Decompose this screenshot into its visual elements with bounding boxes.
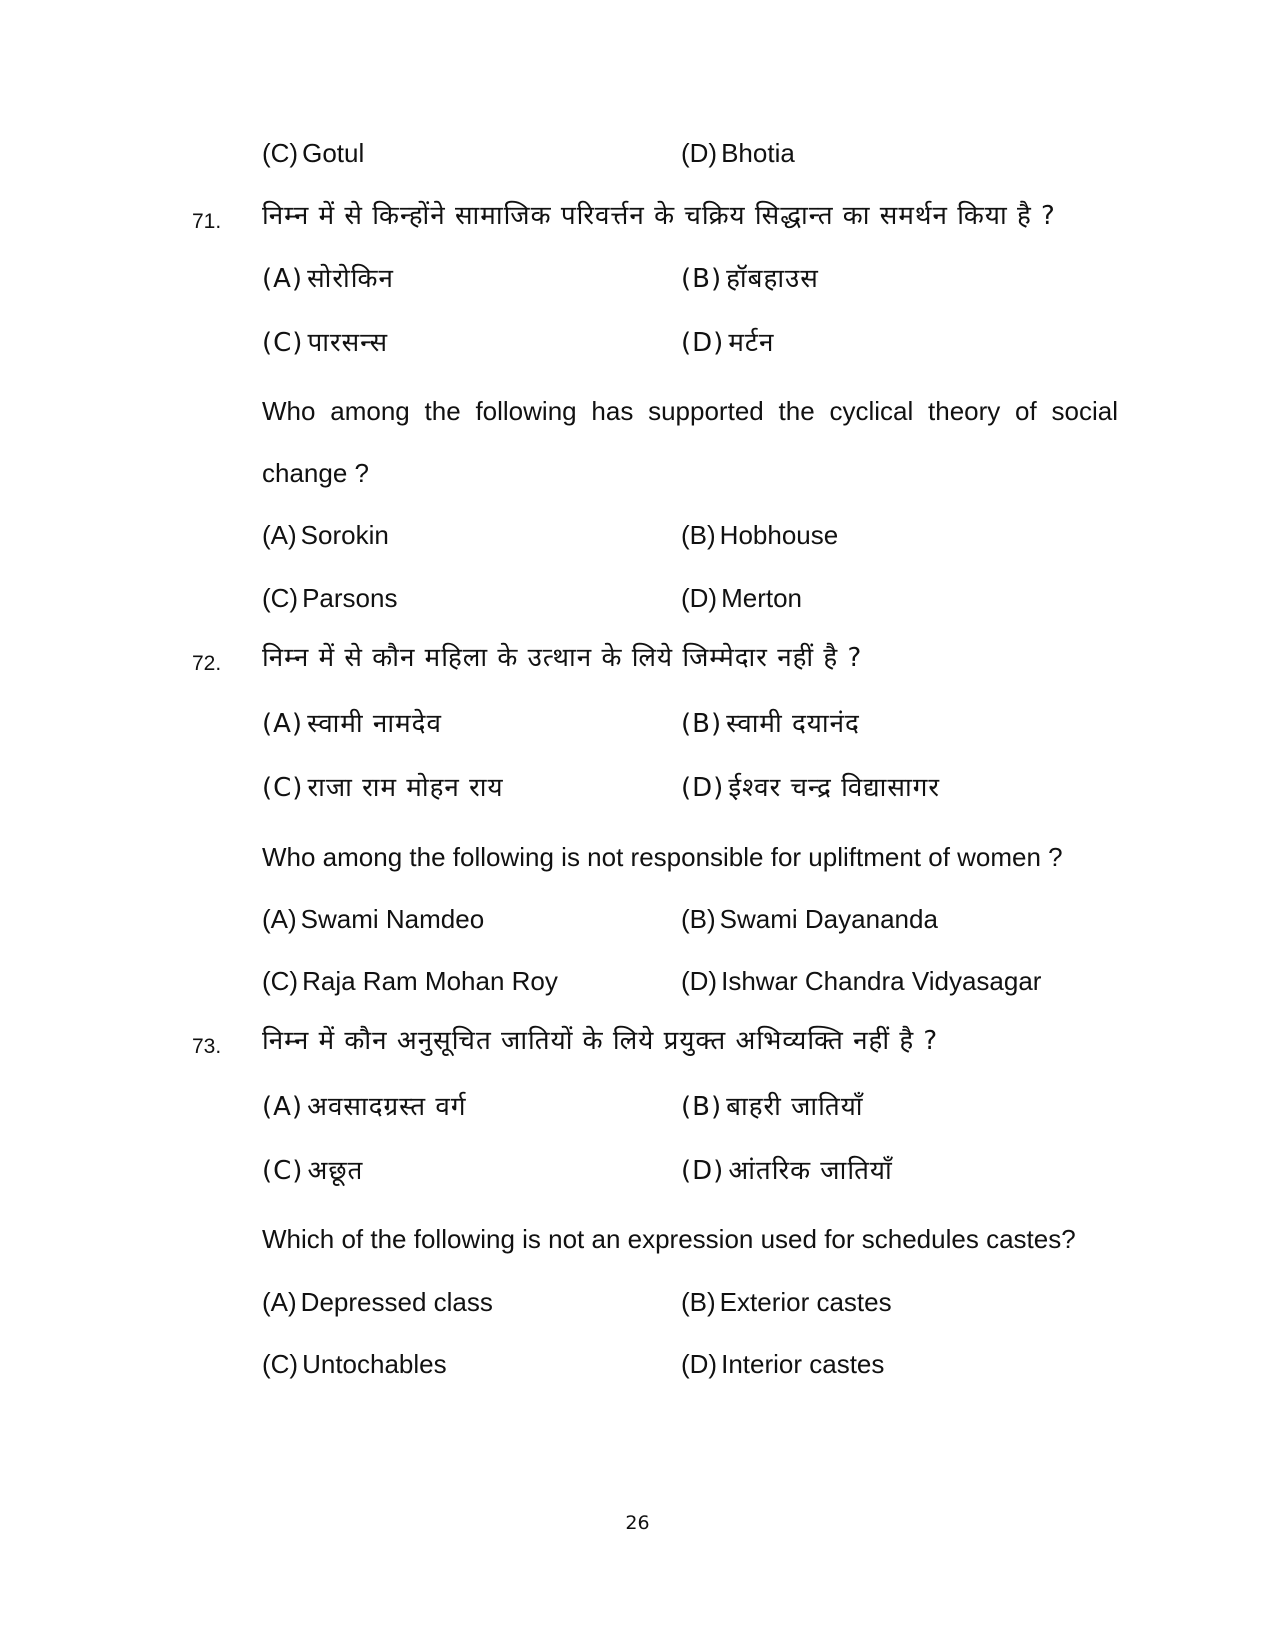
question-text-english: Which of the following is not an expression used for schedules castes?: [262, 1224, 1076, 1254]
option-a-hindi: (A) अवसादग्रस्त वर्ग: [262, 1092, 467, 1122]
option-b-hindi: (B) स्वामी दयानंद: [681, 709, 860, 739]
question-number: 72.: [192, 652, 222, 675]
option-b-hindi: (B) हॉबहाउस: [681, 264, 819, 294]
question-text-english: Who among the following is not responsible for upliftment of women ?: [262, 842, 1063, 872]
question-text-english: Who among the following has supported the cyclical theory of social: [262, 396, 1118, 426]
option-b-english: (B) Hobhouse: [681, 520, 839, 550]
question-text-hindi: निम्न में कौन अनुसूचित जातियों के लिये प्रयुक्त अभिव्यक्ति नहीं है ?: [262, 1026, 939, 1056]
option-c-hindi: (C) राजा राम मोहन राय: [262, 773, 504, 803]
question-text-hindi: निम्न में से किन्होंने सामाजिक परिवर्त्तन के चक्रिय सिद्धान्त का समर्थन किया है ?: [262, 201, 1056, 231]
option-b-english: (B) Exterior castes: [681, 1287, 892, 1317]
option-c-english: (C) Parsons: [262, 583, 398, 613]
option-a-english: (A) Depressed class: [262, 1287, 493, 1317]
option-d-hindi: (D) आंतरिक जातियाँ: [681, 1156, 893, 1186]
option-d-hindi: (D) ईश्वर चन्द्र विद्यासागर: [681, 773, 940, 803]
option-c-english: (C) Raja Ram Mohan Roy: [262, 966, 558, 996]
option-a-english: (A) Swami Namdeo: [262, 904, 485, 934]
page-number: 26: [625, 1512, 650, 1534]
option-c-hindi: (C) अछूत: [262, 1156, 364, 1186]
question-number: 71.: [192, 210, 222, 233]
option-a-english: (A) Sorokin: [262, 520, 389, 550]
option-a-hindi: (A) स्वामी नामदेव: [262, 709, 442, 739]
option-c-hindi: (C) पारसन्स: [262, 328, 389, 358]
option-c-prev: (C) Gotul: [262, 138, 365, 168]
option-d-prev: (D) Bhotia: [681, 138, 795, 168]
option-b-english: (B) Swami Dayananda: [681, 904, 938, 934]
option-c-english: (C) Untochables: [262, 1349, 447, 1379]
option-d-english: (D) Interior castes: [681, 1349, 885, 1379]
option-d-english: (D) Merton: [681, 583, 803, 613]
option-d-hindi: (D) मर्टन: [681, 328, 775, 358]
question-text-hindi: निम्न में से कौन महिला के उत्थान के लिये जिम्मेदार नहीं है ?: [262, 643, 863, 673]
option-b-hindi: (B) बाहरी जातियाँ: [681, 1092, 864, 1122]
question-number: 73.: [192, 1035, 222, 1058]
option-d-english: (D) Ishwar Chandra Vidyasagar: [681, 966, 1042, 996]
option-a-hindi: (A) सोरोकिन: [262, 264, 394, 294]
question-text-english-cont: change ?: [262, 458, 369, 488]
